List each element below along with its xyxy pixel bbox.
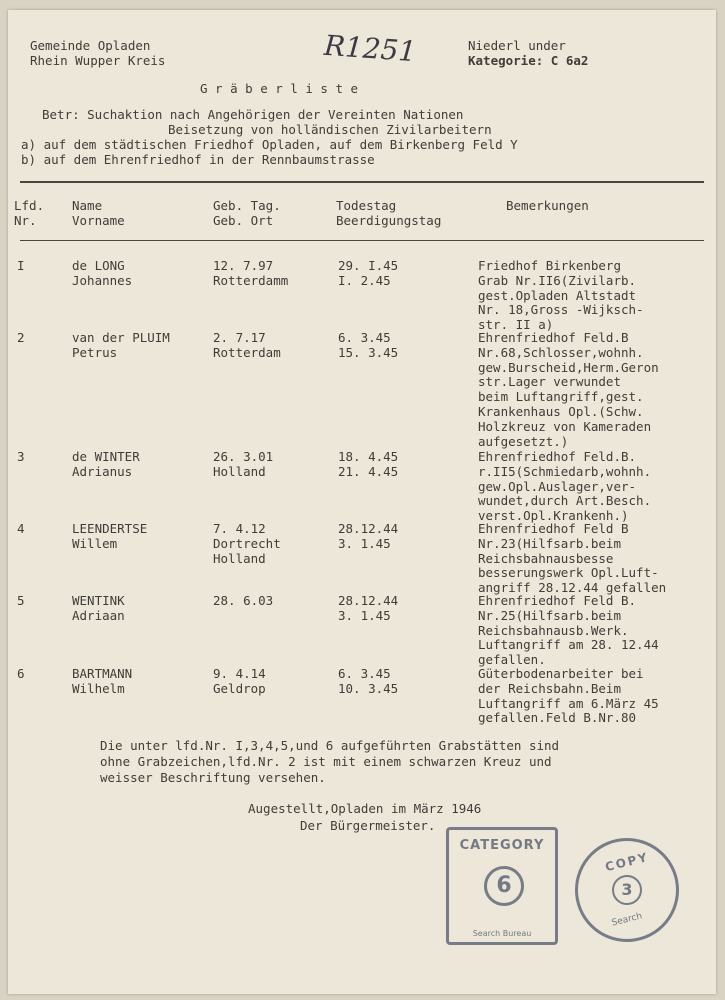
subject-line-1: Betr: Suchaktion nach Angehörigen der Vereinten Nationen xyxy=(42,107,464,122)
row-2-birth: 2. 7.17 Rotterdam xyxy=(213,330,281,360)
country-note: Niederl under xyxy=(468,38,566,53)
row-5-remarks: Ehrenfriedhof Feld B. Nr.25(Hilfsarb.beim Reichsbahnausb.Werk. Luftangriff am 28. 12.44 gefallen. xyxy=(478,593,659,668)
municipality: Gemeinde Opladen xyxy=(30,38,151,53)
row-6-birth: 9. 4.14 Geldrop xyxy=(213,666,266,696)
document-title: G r ä b e r l i s t e xyxy=(200,81,359,96)
row-6-death: 6. 3.45 10. 3.45 xyxy=(338,666,399,696)
row-5-nr: 5 xyxy=(17,593,25,608)
row-6-nr: 6 xyxy=(17,666,25,681)
copy-stamp-number: 3 xyxy=(612,875,642,905)
row-4-death: 28.12.44 3. 1.45 xyxy=(338,521,399,551)
row-1-death: 29. I.45 I. 2.45 xyxy=(338,258,399,288)
signature-title: Der Bürgermeister. xyxy=(300,818,436,833)
row-6-remarks: Güterbodenarbeiter bei der Reichsbahn.Beim Luftangriff am 6.März 45 gefallen.Feld B.Nr.80 xyxy=(478,666,659,726)
district: Rhein Wupper Kreis xyxy=(30,53,166,68)
category-stamp xyxy=(446,827,558,945)
subject-line-2: Beisetzung von holländischen Zivilarbeitern xyxy=(168,122,492,137)
row-2-death: 6. 3.45 15. 3.45 xyxy=(338,330,399,360)
row-4-name: LEENDERTSE Willem xyxy=(72,521,148,551)
column-header-burial: Beerdigungstag xyxy=(336,213,442,228)
category-stamp-label: CATEGORY xyxy=(459,838,545,853)
copy-stamp-service: Search xyxy=(610,911,644,929)
row-3-name: de WINTER Adrianus xyxy=(72,449,140,479)
column-header-death: Todestag xyxy=(336,198,397,213)
row-3-nr: 3 xyxy=(17,449,25,464)
row-4-nr: 4 xyxy=(17,521,25,536)
row-3-remarks: Ehrenfriedhof Feld.B. r.II5(Schmiedarb,wohnh. gew.Opl.Auslager,ver- wundet,durch Art.Besch. verst.Opl.Krankenh.) xyxy=(478,449,652,524)
row-4-birth: 7. 4.12 Dortrecht Holland xyxy=(213,521,281,566)
row-6-name: BARTMANN Wilhelm xyxy=(72,666,133,696)
category-stamp-number: 6 xyxy=(484,866,524,906)
column-header-birthdate: Geb. Tag. xyxy=(213,198,281,213)
column-header-nr-2: Nr. xyxy=(14,213,37,228)
table-top-rule xyxy=(20,181,704,183)
document-page xyxy=(8,10,716,994)
subject-line-4: b) auf dem Ehrenfriedhof in der Rennbaumstrasse xyxy=(21,152,375,167)
footer-note: Die unter lfd.Nr. I,3,4,5,und 6 aufgeführten Grabstätten sind ohne Grabzeichen,lfd.Nr. 2 ist mit einem schwarzen Kreuz und weisser Beschriftung versehen. xyxy=(100,738,560,785)
table-header-rule xyxy=(20,240,704,241)
column-header-birthplace: Geb. Ort xyxy=(213,213,274,228)
row-2-remarks: Ehrenfriedhof Feld.B Nr.68,Schlosser,wohnh. gew.Burscheid,Herm.Geron str.Lager verwundet beim Luftangriff,gest. Krankenhaus Opl.(Schw. Holzkreuz von Kameraden aufgesetzt.) xyxy=(478,330,659,449)
row-1-nr: I xyxy=(17,258,25,273)
subject-line-3: a) auf dem städtischen Friedhof Opladen, auf dem Birkenberg Feld Y xyxy=(21,137,518,152)
issued-line: Augestellt,Opladen im März 1946 xyxy=(248,801,482,816)
column-header-firstname: Vorname xyxy=(72,213,125,228)
row-4-remarks: Ehrenfriedhof Feld B Nr.23(Hilfsarb.beim Reichsbahnausbesse besserungswerk Opl.Luft- angriff 28.12.44 gefallen xyxy=(478,521,667,596)
copy-stamp xyxy=(575,838,679,942)
row-1-remarks: Friedhof Birkenberg Grab Nr.II6(Zivilarb. gest.Opladen Altstadt Nr. 18,Gross -Wijksch- str. II a) xyxy=(478,258,644,333)
category-note: Kategorie: C 6a2 xyxy=(468,53,589,68)
column-header-nr: Lfd. xyxy=(14,198,45,213)
row-5-death: 28.12.44 3. 1.45 xyxy=(338,593,399,623)
row-3-death: 18. 4.45 21. 4.45 xyxy=(338,449,399,479)
row-1-name: de LONG Johannes xyxy=(72,258,133,288)
row-2-nr: 2 xyxy=(17,330,25,345)
column-header-name: Name xyxy=(72,198,103,213)
column-header-remarks: Bemerkungen xyxy=(506,198,589,213)
row-3-birth: 26. 3.01 Holland xyxy=(213,449,274,479)
category-stamp-service: Search Bureau xyxy=(472,929,532,938)
copy-stamp-label: COPY xyxy=(603,849,651,875)
row-2-name: van der PLUIM Petrus xyxy=(72,330,170,360)
row-5-name: WENTINK Adriaan xyxy=(72,593,125,623)
row-1-birth: 12. 7.97 Rotterdamm xyxy=(213,258,289,288)
row-5-birth: 28. 6.03 xyxy=(213,593,274,608)
handwritten-reference: R1251 xyxy=(322,28,418,69)
